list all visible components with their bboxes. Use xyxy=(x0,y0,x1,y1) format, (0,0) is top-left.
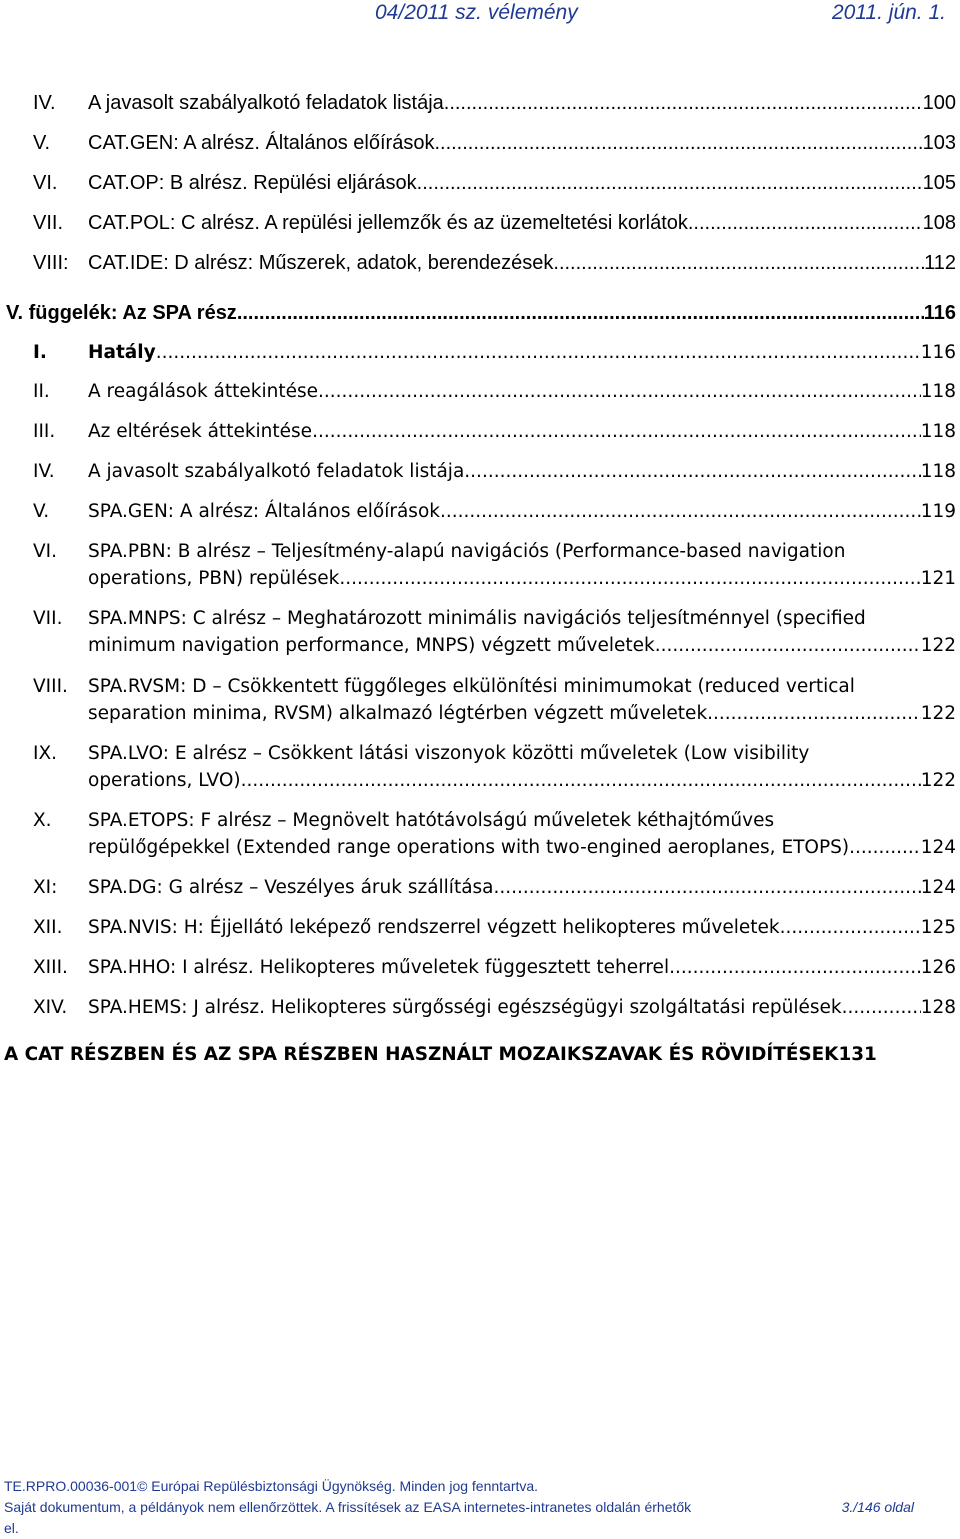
toc-number: V. xyxy=(33,132,51,154)
toc-number: IV. xyxy=(33,461,55,482)
toc-page: 126 xyxy=(920,957,956,978)
toc-title: SPA.HEMS: J alrész. Helikopteres sürgősségi egészségügyi szolgáltatási repülések xyxy=(88,997,842,1018)
toc-title: SPA.NVIS: H: Éjjellátó leképező rendszerrel végzett helikopteres műveletek xyxy=(88,917,780,938)
page-header xyxy=(370,0,946,28)
toc-leader xyxy=(464,459,920,485)
toc-entry[interactable] xyxy=(0,674,960,730)
toc-leader xyxy=(655,633,921,659)
toc-number: IX. xyxy=(33,743,58,764)
toc-page: 122 xyxy=(920,703,956,724)
abbreviations-title: A CAT RÉSZBEN ÉS AZ SPA RÉSZBEN HASZNÁLT MOZAIKSZAVAK ÉS RÖVIDÍTÉSEK xyxy=(4,1044,839,1065)
toc-leader xyxy=(241,768,921,794)
toc-title-line2: separation minima, RVSM) alkalmazó légtérben végzett műveletek xyxy=(88,703,708,724)
toc-page: 131 xyxy=(838,1044,877,1065)
toc-entry[interactable] xyxy=(0,210,960,238)
toc-page: 116 xyxy=(923,302,956,324)
toc-entry[interactable] xyxy=(0,606,960,662)
toc-page: 124 xyxy=(920,837,956,858)
toc-entry[interactable] xyxy=(0,955,960,983)
disclaimer-continuation: el. xyxy=(4,1520,19,1536)
toc-number: II. xyxy=(33,381,50,402)
appendix-title: V. függelék: Az SPA rész xyxy=(6,302,237,324)
toc-number: III. xyxy=(33,421,56,442)
toc-page: 121 xyxy=(920,568,956,589)
toc-title: CAT.IDE: D alrész: Műszerek, adatok, berendezések xyxy=(88,252,554,274)
toc-title: A javasolt szabályalkotó feladatok listája xyxy=(88,92,444,114)
toc-leader xyxy=(553,250,924,276)
toc-entry[interactable] xyxy=(0,995,960,1023)
toc-number: XIII. xyxy=(33,957,68,978)
toc-page: 119 xyxy=(920,501,956,522)
toc-entry[interactable] xyxy=(0,130,960,158)
toc-page: 122 xyxy=(920,635,956,656)
toc-title: SPA.DG: G alrész – Veszélyes áruk szállítása xyxy=(88,877,494,898)
toc-entry[interactable] xyxy=(0,539,960,595)
document-date: 2011. jún. 1. xyxy=(831,1,946,24)
toc-title: A javasolt szabályalkotó feladatok listája xyxy=(88,461,465,482)
toc-page: 122 xyxy=(920,770,956,791)
toc-leader xyxy=(444,90,923,116)
toc-entry[interactable] xyxy=(0,741,960,797)
toc-number: VI. xyxy=(33,172,58,194)
disclaimer-line: Saját dokumentum, a példányok nem ellenőrzöttek. A frissítések az EASA internetes-intranetes oldalán érhetők xyxy=(4,1499,692,1515)
toc-entry[interactable] xyxy=(0,250,960,278)
toc-entry[interactable] xyxy=(0,459,960,487)
toc-entry[interactable] xyxy=(0,875,960,903)
toc-number: VII. xyxy=(33,608,63,629)
toc-page: 116 xyxy=(920,342,956,363)
toc-number: VII. xyxy=(33,212,64,234)
toc-entry[interactable] xyxy=(0,419,960,447)
toc-title-line1: SPA.LVO: E alrész – Csökkent látási viszonyok közötti műveletek (Low visibility xyxy=(88,743,810,764)
toc-title: CAT.OP: B alrész. Repülési eljárások xyxy=(88,172,417,194)
toc-number: VI. xyxy=(33,541,57,562)
toc-leader xyxy=(688,210,923,236)
toc-number: XIV. xyxy=(33,997,68,1018)
toc-leader xyxy=(707,701,921,727)
document-reference: 04/2011 sz. vélemény xyxy=(375,1,578,24)
toc-number: X. xyxy=(33,810,52,831)
toc-leader xyxy=(842,995,921,1021)
toc-title-line2: repülőgépekkel (Extended range operations with two-engined aeroplanes, ETOPS) xyxy=(88,837,850,858)
toc-title: Az eltérések áttekintése xyxy=(88,421,313,442)
toc-page: 108 xyxy=(922,212,956,234)
toc-title: CAT.POL: C alrész. A repülési jellemzők és az üzemeltetési korlátok xyxy=(88,212,688,234)
toc-leader xyxy=(849,835,921,861)
toc-number: XI: xyxy=(33,877,58,898)
toc-title-line1: SPA.ETOPS: F alrész – Megnövelt hatótávolságú műveletek kéthajtóműves xyxy=(88,810,775,831)
toc-entry[interactable] xyxy=(0,379,960,407)
toc-entry[interactable] xyxy=(0,340,960,368)
toc-leader xyxy=(669,955,921,981)
toc-number: V. xyxy=(33,501,50,522)
toc-entry[interactable] xyxy=(0,499,960,527)
toc-entry[interactable] xyxy=(0,915,960,943)
toc-appendix-entry[interactable] xyxy=(0,300,960,328)
toc-number: VIII. xyxy=(33,676,68,697)
toc-leader xyxy=(417,170,923,196)
toc-title-line1: SPA.PBN: B alrész – Teljesítmény-alapú navigációs (Performance-based navigation xyxy=(88,541,846,562)
page-footer xyxy=(4,1476,956,1539)
toc-page: 118 xyxy=(920,421,956,442)
toc-page: 118 xyxy=(920,461,956,482)
toc-title: Hatály xyxy=(88,342,156,363)
toc-leader xyxy=(440,499,921,525)
toc-entry[interactable] xyxy=(0,90,960,118)
toc-number: I. xyxy=(33,342,47,363)
toc-title: SPA.GEN: A alrész: Általános előírások xyxy=(88,501,440,522)
toc-page: 112 xyxy=(924,252,956,274)
page-indicator: 3./146 oldal xyxy=(841,1499,914,1515)
toc-leader xyxy=(237,300,924,326)
toc-page: 125 xyxy=(920,917,956,938)
toc-title-line2: operations, PBN) repülések xyxy=(88,568,340,589)
toc-leader xyxy=(312,419,921,445)
toc-page: 100 xyxy=(922,92,956,114)
toc-page: 124 xyxy=(920,877,956,898)
toc-title: SPA.HHO: I alrész. Helikopteres műveletek függesztett teherrel xyxy=(88,957,670,978)
toc-leader xyxy=(339,566,920,592)
toc-leader xyxy=(318,379,921,405)
toc-entry[interactable] xyxy=(0,808,960,864)
toc-number: VIII: xyxy=(33,252,69,274)
toc-number: IV. xyxy=(33,92,56,114)
toc-title-line2: minimum navigation performance, MNPS) végzett műveletek xyxy=(88,635,655,656)
toc-title-line2: operations, LVO) xyxy=(88,770,241,791)
toc-leader xyxy=(780,915,921,941)
toc-entry[interactable] xyxy=(0,170,960,198)
toc-page: 105 xyxy=(922,172,956,194)
toc-leader xyxy=(156,340,921,366)
toc-leader xyxy=(494,875,921,901)
toc-page: 103 xyxy=(922,132,956,154)
toc-leader xyxy=(434,130,922,156)
toc-page: 118 xyxy=(920,381,956,402)
toc-number: XII. xyxy=(33,917,63,938)
toc-title: CAT.GEN: A alrész. Általános előírások xyxy=(88,132,435,154)
copyright-line: TE.RPRO.00036-001© Európai Repülésbiztonsági Ügynökség. Minden jog fenntartva. xyxy=(4,1478,539,1494)
toc-title: A reagálások áttekintése xyxy=(88,381,319,402)
toc-page: 128 xyxy=(920,997,956,1018)
toc-title-line1: SPA.MNPS: C alrész – Meghatározott minimális navigációs teljesítménnyel (specified xyxy=(88,608,866,629)
toc-abbreviations-entry[interactable] xyxy=(4,1044,956,1065)
toc-title-line1: SPA.RVSM: D – Csökkentett függőleges elkülönítési minimumokat (reduced vertical xyxy=(88,676,855,697)
